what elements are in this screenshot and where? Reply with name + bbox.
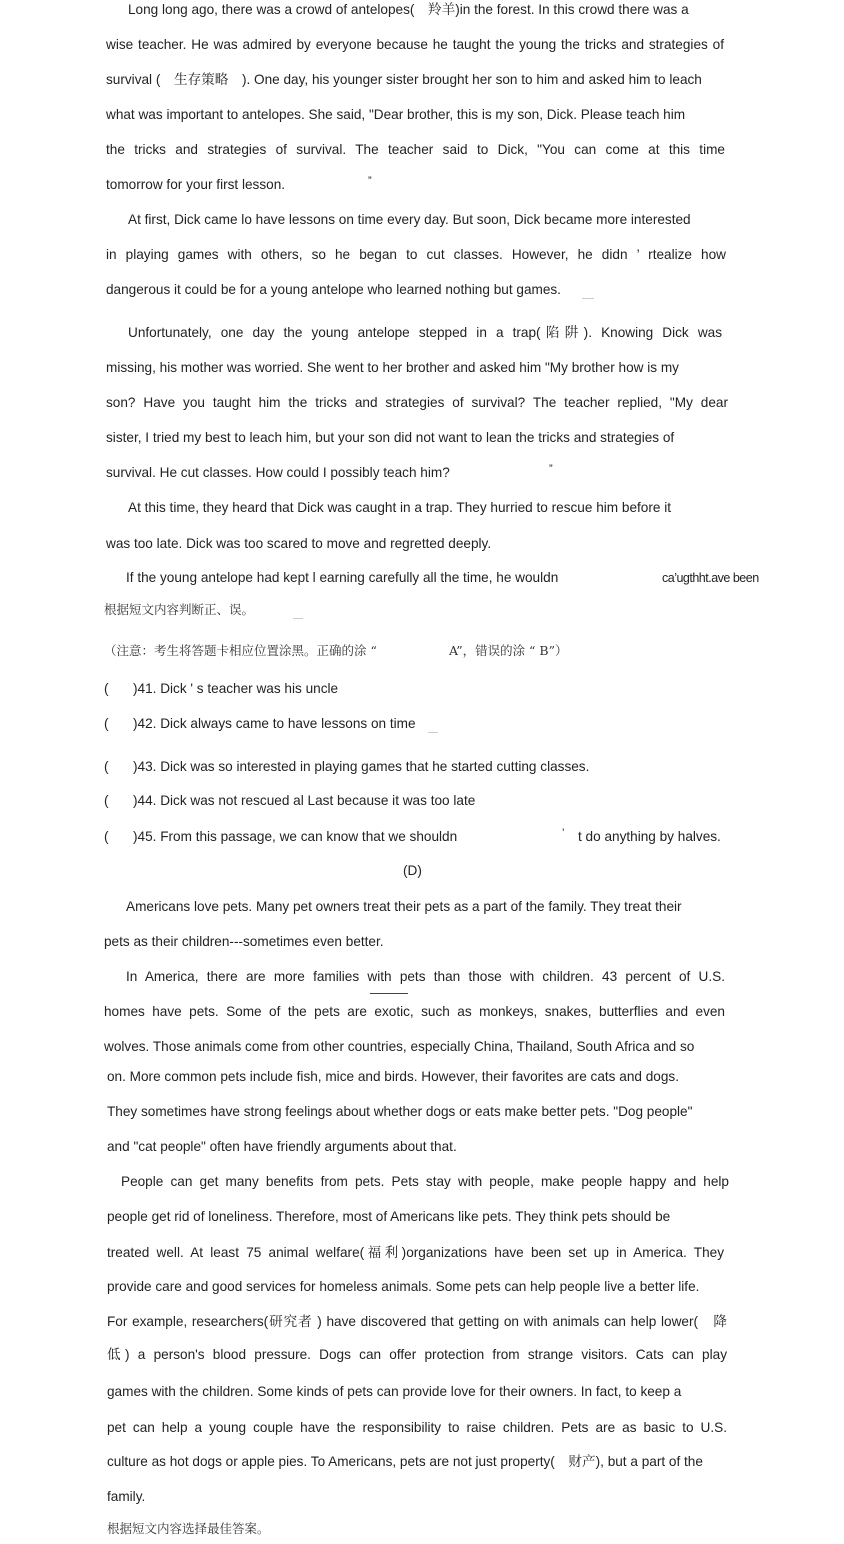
passage-line: games with the children. Some kinds of pets can provide love for their owners. In fact, to keep a — [107, 1384, 682, 1399]
passage-line: tomorrow for your first lesson. — [106, 177, 286, 192]
scan-mark — [428, 732, 438, 733]
question-42: )42. Dick always came to have lessons on time — [133, 716, 416, 731]
passage-line: survival ( 生存策略 ). One day, his younger sister brought her son to him and asked him to leach — [106, 72, 702, 87]
passage-line: At first, Dick came lo have lessons on time every day. But soon, Dick became more interested — [128, 212, 691, 227]
line-end-fragment: ca’ugthht.ave been — [662, 571, 759, 585]
question-prompt: 根据短文内容判断正、误。 — [104, 602, 255, 617]
passage-line: in playing games with others, so he began to cut classes. However, he didn ’ rtealize how — [106, 247, 726, 262]
answer-paren[interactable]: ( — [104, 716, 109, 731]
passage-line: People can get many benefits from pets. Pets stay with people, make people happy and help — [121, 1174, 729, 1189]
passage-line: on. More common pets include fish, mice and birds. However, their favorites are cats and dogs. — [107, 1069, 679, 1084]
passage-line: They sometimes have strong feelings about whether dogs or eats make better pets. "Dog people" — [107, 1104, 693, 1119]
question-44: )44. Dick was not rescued al Last because it was too late — [133, 793, 476, 808]
passage-line: dangerous it could be for a young antelope who learned nothing but games. — [106, 282, 561, 297]
passage-line: homes have pets. Some of the pets are exotic, such as monkeys, snakes, butterflies and even — [104, 1004, 725, 1019]
scan-mark — [293, 618, 303, 619]
passage-line: what was important to antelopes. She said, "Dear brother, this is my son, Dick. Please teach him — [106, 107, 686, 122]
question-43: )43. Dick was so interested in playing games that he started cutting classes. — [133, 759, 590, 774]
question-41: )41. Dick ' s teacher was his uncle — [133, 681, 339, 696]
question-prompt: 根据短文内容选择最佳答案。 — [107, 1521, 270, 1536]
passage-line: At this time, they heard that Dick was caught in a trap. They hurried to rescue him before it — [128, 500, 672, 515]
quote-mark: ” — [368, 175, 372, 187]
answer-note: （注意：考生将答题卡相应位置涂黑。正确的涂 “ — [104, 643, 377, 658]
passage-line: culture as hot dogs or apple pies. To Americans, pets are not just property( 财产), but a part of the — [107, 1454, 703, 1469]
passage-line: In America, there are more families with pets than those with children. 43 percent of U.S. — [126, 969, 725, 984]
scan-mark — [582, 298, 594, 299]
passage-line: Long long ago, there was a crowd of antelopes( 羚羊)in the forest. In this crowd there was a — [128, 2, 689, 17]
passage-line: people get rid of loneliness. Therefore, most of Americans like pets. They think pets should be — [107, 1209, 671, 1224]
passage-line: survival. He cut classes. How could I possibly teach him? — [106, 465, 450, 480]
passage-line: wolves. Those animals come from other countries, especially China, Thailand, South Africa and so — [104, 1039, 695, 1054]
passage-line: and "cat people" often have friendly arguments about that. — [107, 1139, 457, 1154]
passage-line: If the young antelope had kept l earning carefully all the time, he wouldn — [126, 570, 559, 585]
passage-line: wise teacher. He was admired by everyone because he taught the young the tricks and strategies of — [106, 37, 724, 52]
answer-paren[interactable]: ( — [104, 759, 109, 774]
passage-line: the tricks and strategies of survival. The teacher said to Dick, "You can come at this time — [106, 142, 725, 157]
passage-line: treated well. At least 75 animal welfare(福利)organizations have been set up in America. They — [107, 1245, 724, 1260]
question-45-tail: t do anything by halves. — [578, 829, 721, 844]
passage-line: For example, researchers(研究者 ) have discovered that getting on with animals can help lower( 降 — [107, 1314, 727, 1329]
answer-paren[interactable]: ( — [104, 681, 109, 696]
passage-line: missing, his mother was worried. She went to her brother and asked him "My brother how is my — [106, 360, 679, 375]
passage-line: pet can help a young couple have the responsibility to raise children. Pets are as basic to U.S. — [107, 1420, 727, 1435]
passage-line: sister, I tried my best to leach him, but your son did not want to lean the tricks and strategies of — [106, 430, 675, 445]
answer-paren[interactable]: ( — [104, 829, 109, 844]
answer-paren[interactable]: ( — [104, 793, 109, 808]
passage-line: family. — [107, 1489, 146, 1504]
answer-note-options: A”，错误的涂 “ B”） — [449, 643, 568, 658]
passage-line: pets as their children---sometimes even better. — [104, 934, 384, 949]
passage-line: Unfortunately, one day the young antelope stepped in a trap(陷阱). Knowing Dick was — [128, 325, 722, 340]
passage-line: Americans love pets. Many pet owners treat their pets as a part of the family. They treat their — [126, 899, 682, 914]
section-heading: (D) — [403, 863, 422, 878]
passage-line: provide care and good services for homeless animals. Some pets can help people live a better life. — [107, 1279, 700, 1294]
quote-mark: ” — [549, 463, 553, 475]
passage-line: son? Have you taught him the tricks and strategies of survival? The teacher replied, "My dear — [106, 395, 728, 410]
apostrophe-mark: ’ — [562, 827, 565, 839]
passage-line: 低) a person's blood pressure. Dogs can offer protection from strange visitors. Cats can play — [107, 1347, 727, 1362]
question-45: )45. From this passage, we can know that we shouldn — [133, 829, 458, 844]
underline-mark — [370, 993, 408, 994]
passage-line: was too late. Dick was too scared to move and regretted deeply. — [106, 536, 492, 551]
